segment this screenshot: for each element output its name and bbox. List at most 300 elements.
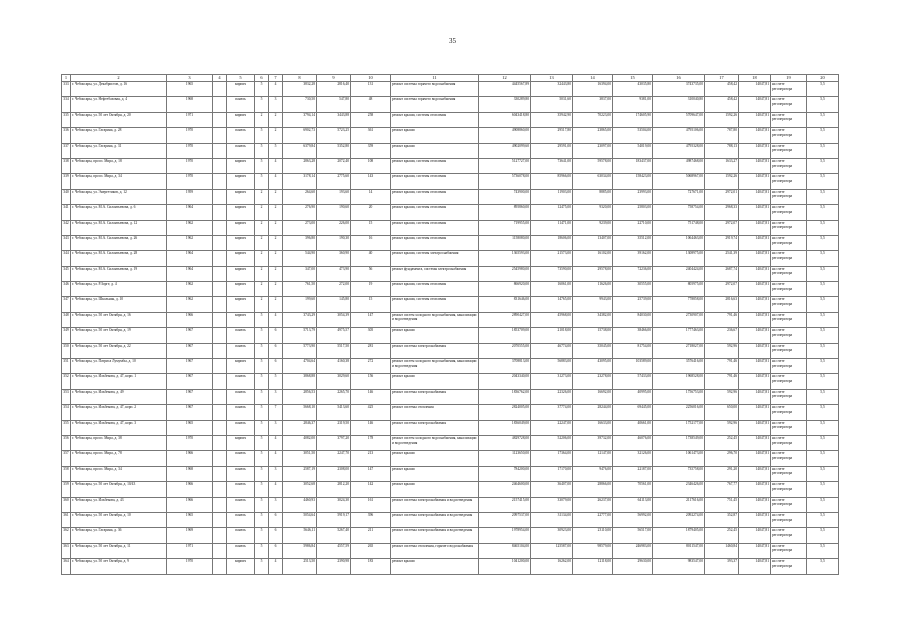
work-type-cell: ремонт крыши, системы отопления bbox=[391, 220, 479, 235]
year-cell: 1965 bbox=[167, 420, 213, 435]
cost-part-1-cell: 30923,00 bbox=[531, 528, 573, 543]
fund-source-cell: на счете регоператора bbox=[771, 158, 807, 173]
unit-cost-cell: 291,20 bbox=[705, 466, 739, 481]
row-index: 343 bbox=[62, 235, 71, 250]
residents-cell: 359 bbox=[351, 143, 391, 158]
empty-cell bbox=[213, 312, 227, 327]
work-type-cell: ремонт крыши bbox=[391, 451, 479, 466]
empty-cell bbox=[213, 451, 227, 466]
cost-part-4-cell: 1061473,00 bbox=[653, 451, 705, 466]
year-cell: 1966 bbox=[167, 451, 213, 466]
max-unit-cost-cell: 14047,81 bbox=[739, 528, 771, 543]
year-cell: 1968 bbox=[167, 466, 213, 481]
address-cell: г. Чебоксары, ул. Ильбекова, д. 43 bbox=[71, 497, 167, 512]
living-area-cell: 5267,40 bbox=[317, 528, 351, 543]
year-cell: 1970 bbox=[167, 128, 213, 143]
entrances-cell: 3 bbox=[269, 497, 283, 512]
column-number-cell: 11 bbox=[391, 75, 479, 82]
capital-repair-table bbox=[61, 74, 839, 575]
total-cost-cell: 784200,00 bbox=[479, 466, 531, 481]
cost-part-2-cell: 43095,00 bbox=[573, 359, 613, 374]
column-number-row bbox=[62, 75, 839, 82]
max-unit-cost-cell: 14047,81 bbox=[739, 128, 771, 143]
address-cell: г. Чебоксары, ул. Школьная, д. 10 bbox=[71, 297, 167, 312]
column-number-cell: 13 bbox=[531, 75, 573, 82]
cost-part-1-cell: 32443,80 bbox=[531, 82, 573, 97]
total-cost-cell: 1853709,00 bbox=[479, 328, 531, 343]
material-cell: панель bbox=[227, 482, 255, 497]
work-type-cell: ремонт системы электроснабжения и водоотведения bbox=[391, 528, 479, 543]
cost-part-3-cell: 246983,00 bbox=[613, 543, 653, 558]
cost-part-4-cell: 2730907,00 bbox=[653, 312, 705, 327]
column-number-cell: 18 bbox=[739, 75, 771, 82]
cost-part-1-cell: 52206,00 bbox=[531, 435, 573, 450]
fund-source-cell: на счете регоператора bbox=[771, 82, 807, 97]
residents-cell: 20 bbox=[351, 205, 391, 220]
address-cell: г. Чебоксары, ул. Гагарина, д. 31 bbox=[71, 143, 167, 158]
material-cell: кирпич bbox=[227, 435, 255, 450]
empty-cell bbox=[213, 82, 227, 97]
cost-part-2-cell: 16633,00 bbox=[573, 420, 613, 435]
cost-part-4-cell: 1752177,00 bbox=[653, 420, 705, 435]
max-unit-cost-cell: 14047,81 bbox=[739, 328, 771, 343]
cost-part-3-cell: 40995,00 bbox=[613, 389, 653, 404]
unit-cost-cell: 787,80 bbox=[705, 128, 739, 143]
cost-part-1-cell: 85966,00 bbox=[531, 174, 573, 189]
cost-part-3-cell: 64113,00 bbox=[613, 497, 653, 512]
empty-cell bbox=[213, 112, 227, 127]
work-type-cell: ремонт крыши bbox=[391, 128, 479, 143]
row-index: 344 bbox=[62, 251, 71, 266]
table-row bbox=[62, 282, 839, 297]
fund-source-cell: на счете регоператора bbox=[771, 251, 807, 266]
empty-cell bbox=[213, 405, 227, 420]
unit-cost-cell: 767,77 bbox=[705, 482, 739, 497]
cost-part-3-cell: 25803,00 bbox=[613, 205, 653, 220]
fund-source-cell: на счете регоператора bbox=[771, 297, 807, 312]
cost-part-3-cell: 22710,00 bbox=[613, 220, 653, 235]
year-of-work-cell: 5,5 bbox=[807, 559, 839, 574]
address-cell: г. Чебоксары, ул. 50 лет Октября, д. 20 bbox=[71, 112, 167, 127]
material-cell: панель bbox=[227, 405, 255, 420]
year-of-work-cell: 5,5 bbox=[807, 374, 839, 389]
address-cell: г. Чебоксары, ул. Ильбекова, д. 47, корп. 3 bbox=[71, 420, 167, 435]
residents-cell: 147 bbox=[351, 312, 391, 327]
residents-cell: 213 bbox=[351, 451, 391, 466]
max-unit-cost-cell: 14047,81 bbox=[739, 543, 771, 558]
residents-cell: 146 bbox=[351, 389, 391, 404]
fund-source-cell: на счете регоператора bbox=[771, 282, 807, 297]
entrances-cell: 3 bbox=[269, 389, 283, 404]
total-cost-cell: 5736078,00 bbox=[479, 174, 531, 189]
total-area-cell: 5713,79 bbox=[283, 328, 317, 343]
work-type-cell: ремонт крыши bbox=[391, 328, 479, 343]
floors-cell: 5 bbox=[255, 97, 269, 112]
floors-cell: 2 bbox=[255, 266, 269, 281]
empty-cell bbox=[213, 143, 227, 158]
work-type-cell: ремонт систем холодного водоснабжения, канализации и водоотведения bbox=[391, 312, 479, 327]
cost-part-3-cell: 84030,00 bbox=[613, 312, 653, 327]
empty-cell bbox=[213, 189, 227, 204]
row-index: 337 bbox=[62, 143, 71, 158]
cost-part-2-cell: 12147,00 bbox=[573, 451, 613, 466]
entrances-cell: 7 bbox=[269, 405, 283, 420]
living-area-cell: 190,30 bbox=[317, 235, 351, 250]
total-cost-cell: 2070555,00 bbox=[479, 343, 531, 358]
living-area-cell: 2775,60 bbox=[317, 174, 351, 189]
floors-cell: 5 bbox=[255, 158, 269, 173]
living-area-cell: 3443,88 bbox=[317, 112, 351, 127]
floors-cell: 2 bbox=[255, 205, 269, 220]
cost-part-4-cell: 2718027,00 bbox=[653, 343, 705, 358]
table-row bbox=[62, 559, 839, 574]
year-cell: 1962 bbox=[167, 297, 213, 312]
total-cost-cell: 4908860,00 bbox=[479, 128, 531, 143]
year-of-work-cell: 5,5 bbox=[807, 543, 839, 558]
residents-cell: 15 bbox=[351, 297, 391, 312]
total-area-cell: 396,80 bbox=[283, 235, 317, 250]
year-of-work-cell: 5,5 bbox=[807, 451, 839, 466]
material-cell: панель bbox=[227, 389, 255, 404]
material-cell: кирпич bbox=[227, 559, 255, 574]
column-number-cell: 8 bbox=[283, 75, 317, 82]
cost-part-4-cell: 2346426,00 bbox=[653, 482, 705, 497]
entrances-cell: 5 bbox=[269, 374, 283, 389]
row-index: 346 bbox=[62, 282, 71, 297]
column-number-cell: 3 bbox=[167, 75, 213, 82]
entrances-cell: 4 bbox=[269, 435, 283, 450]
max-unit-cost-cell: 14047,81 bbox=[739, 559, 771, 574]
year-of-work-cell: 5,5 bbox=[807, 405, 839, 420]
empty-cell bbox=[213, 251, 227, 266]
address-cell: г. Чебоксары, ул. 50 лет Октября, д. 19 bbox=[71, 328, 167, 343]
work-type-cell: ремонт систем холодного водоснабжения, канализации и водоотведения bbox=[391, 435, 479, 450]
unit-cost-cell: 393,37 bbox=[705, 559, 739, 574]
empty-cell bbox=[213, 389, 227, 404]
row-index: 355 bbox=[62, 420, 71, 435]
address-cell: г. Чебоксары, ул. Декабристов, д. 16 bbox=[71, 82, 167, 97]
cost-part-2-cell: 23110,00 bbox=[573, 528, 613, 543]
cost-part-3-cell: 38466,00 bbox=[613, 328, 653, 343]
cost-part-2-cell: 23097,00 bbox=[573, 143, 613, 158]
cost-part-1-cell: 11471,00 bbox=[531, 220, 573, 235]
row-index: 352 bbox=[62, 374, 71, 389]
living-area-cell: 2319,50 bbox=[317, 420, 351, 435]
cost-part-2-cell: 9476,00 bbox=[573, 466, 613, 481]
year-cell: 1962 bbox=[167, 282, 213, 297]
fund-source-cell: на счете регоператора bbox=[771, 497, 807, 512]
material-cell: кирпич bbox=[227, 282, 255, 297]
row-index: 341 bbox=[62, 205, 71, 220]
row-index: 342 bbox=[62, 220, 71, 235]
row-index: 340 bbox=[62, 189, 71, 204]
cost-part-2-cell: 59578,00 bbox=[573, 158, 613, 173]
cost-part-4-cell: 5709647,00 bbox=[653, 112, 705, 127]
material-cell: панель bbox=[227, 543, 255, 558]
work-type-cell: ремонт системы горячего водоснабжения bbox=[391, 97, 479, 112]
total-area-cell: 2856,53 bbox=[283, 389, 317, 404]
address-cell: г. Чебоксары, просп. Мира, д. 38 bbox=[71, 435, 167, 450]
total-cost-cell: 1158080,00 bbox=[479, 235, 531, 250]
table-row bbox=[62, 251, 839, 266]
empty-cell bbox=[213, 559, 227, 574]
table-row bbox=[62, 466, 839, 481]
cost-part-3-cell: 56992,00 bbox=[613, 512, 653, 527]
max-unit-cost-cell: 14047,81 bbox=[739, 220, 771, 235]
cost-part-2-cell: 16394,00 bbox=[573, 82, 613, 97]
address-cell: г. Чебоксары, ул. Патриса Лумумбы, д. 10 bbox=[71, 359, 167, 374]
table-row bbox=[62, 482, 839, 497]
address-cell: г. Чебоксары, ул. Гагарина, д. 28 bbox=[71, 128, 167, 143]
living-area-cell: 5919,17 bbox=[317, 512, 351, 527]
table-body bbox=[62, 75, 839, 575]
entrances-cell: 3 bbox=[269, 420, 283, 435]
total-cost-cell: 8465104,00 bbox=[479, 543, 531, 558]
material-cell: кирпич bbox=[227, 174, 255, 189]
year-cell: 1959 bbox=[167, 189, 213, 204]
year-cell: 1968 bbox=[167, 97, 213, 112]
unit-cost-cell: 252,45 bbox=[705, 435, 739, 450]
year-cell: 1966 bbox=[167, 312, 213, 327]
cost-part-4-cell: 8011547,00 bbox=[653, 543, 705, 558]
floors-cell: 2 bbox=[255, 235, 269, 250]
fund-source-cell: на счете регоператора bbox=[771, 435, 807, 450]
fund-source-cell: на счете регоператора bbox=[771, 128, 807, 143]
unit-cost-cell: 791,46 bbox=[705, 374, 739, 389]
column-number-cell: 16 bbox=[653, 75, 705, 82]
work-type-cell: ремонт системы отопления, горячего водоснабжения bbox=[391, 543, 479, 558]
cost-part-3-cell: 35512,00 bbox=[613, 235, 653, 250]
cost-part-3-cell: 72236,00 bbox=[613, 266, 653, 281]
total-cost-cell: 2890427,00 bbox=[479, 312, 531, 327]
cost-part-4-cell: 4987468,00 bbox=[653, 158, 705, 173]
floors-cell: 2 bbox=[255, 282, 269, 297]
year-of-work-cell: 5,5 bbox=[807, 205, 839, 220]
address-cell: г. Чебоксары, просп. Мира, д. 34 bbox=[71, 466, 167, 481]
total-area-cell: 4704,64 bbox=[283, 359, 317, 374]
year-cell: 1965 bbox=[167, 512, 213, 527]
cost-part-3-cell: 40661,00 bbox=[613, 420, 653, 435]
year-cell: 1970 bbox=[167, 158, 213, 173]
fund-source-cell: на счете регоператора bbox=[771, 112, 807, 127]
cost-part-1-cell: 46774,00 bbox=[531, 343, 573, 358]
year-cell: 1967 bbox=[167, 343, 213, 358]
table-row bbox=[62, 235, 839, 250]
year-cell: 1964 bbox=[167, 266, 213, 281]
fund-source-cell: на счете регоператора bbox=[771, 220, 807, 235]
entrances-cell: 2 bbox=[269, 297, 283, 312]
max-unit-cost-cell: 14047,81 bbox=[739, 482, 771, 497]
row-index: 363 bbox=[62, 543, 71, 558]
fund-source-cell: на счете регоператора bbox=[771, 174, 807, 189]
cost-part-1-cell: 73641,00 bbox=[531, 158, 573, 173]
max-unit-cost-cell: 14047,81 bbox=[739, 297, 771, 312]
cost-part-3-cell: 158423,00 bbox=[613, 174, 653, 189]
floors-cell: 5 bbox=[255, 359, 269, 374]
total-area-cell: 2846,37 bbox=[283, 420, 317, 435]
empty-cell bbox=[213, 328, 227, 343]
entrances-cell: 4 bbox=[269, 559, 283, 574]
material-cell: кирпич bbox=[227, 297, 255, 312]
unit-cost-cell: 2972,07 bbox=[705, 220, 739, 235]
floors-cell: 5 bbox=[255, 512, 269, 527]
row-index: 333 bbox=[62, 82, 71, 97]
year-of-work-cell: 5,5 bbox=[807, 189, 839, 204]
year-cell: 1964 bbox=[167, 251, 213, 266]
cost-part-2-cell: 15738,00 bbox=[573, 328, 613, 343]
fund-source-cell: на счете регоператора bbox=[771, 205, 807, 220]
floors-cell: 5 bbox=[255, 435, 269, 450]
work-type-cell: ремонт системы электроснабжения bbox=[391, 389, 479, 404]
cost-part-4-cell: 4795328,00 bbox=[653, 143, 705, 158]
residents-cell: 425 bbox=[351, 405, 391, 420]
address-cell: г. Чебоксары, ул. Ильбекова, д. 49 bbox=[71, 389, 167, 404]
total-area-cell: 3832,28 bbox=[283, 82, 317, 97]
table-row bbox=[62, 174, 839, 189]
year-of-work-cell: 5,5 bbox=[807, 158, 839, 173]
floors-cell: 5 bbox=[255, 482, 269, 497]
year-cell: 1970 bbox=[167, 143, 213, 158]
residents-cell: 15 bbox=[351, 220, 391, 235]
row-index: 336 bbox=[62, 128, 71, 143]
year-of-work-cell: 5,5 bbox=[807, 220, 839, 235]
total-cost-cell: 2157415,00 bbox=[479, 497, 531, 512]
cost-part-1-cell: 21573,00 bbox=[531, 251, 573, 266]
cost-part-4-cell: 983547,00 bbox=[653, 559, 705, 574]
cost-part-1-cell: 35942,90 bbox=[531, 112, 573, 127]
cost-part-4-cell: 1308975,00 bbox=[653, 251, 705, 266]
fund-source-cell: на счете регоператора bbox=[771, 451, 807, 466]
cost-part-4-cell: 5068967,00 bbox=[653, 174, 705, 189]
address-cell: г. Чебоксары, ул. М.А. Силантьевова, д. 26 bbox=[71, 235, 167, 250]
row-index: 358 bbox=[62, 466, 71, 481]
row-index: 357 bbox=[62, 451, 71, 466]
address-cell: г. Чебоксары, ул. Энергетиков, д. 12 bbox=[71, 189, 167, 204]
year-of-work-cell: 5,5 bbox=[807, 528, 839, 543]
cost-part-3-cell: 9381,00 bbox=[613, 97, 653, 112]
year-cell: 1967 bbox=[167, 359, 213, 374]
cost-part-1-cell: 36407,00 bbox=[531, 482, 573, 497]
cost-part-3-cell: 174605,90 bbox=[613, 112, 653, 127]
row-index: 353 bbox=[62, 389, 71, 404]
unit-cost-cell: 458,42 bbox=[705, 97, 739, 112]
unit-cost-cell: 592,96 bbox=[705, 389, 739, 404]
floors-cell: 5 bbox=[255, 466, 269, 481]
unit-cost-cell: 296,70 bbox=[705, 451, 739, 466]
fund-source-cell: на счете регоператора bbox=[771, 466, 807, 481]
max-unit-cost-cell: 14047,81 bbox=[739, 435, 771, 450]
column-number-cell: 9 bbox=[317, 75, 351, 82]
fund-source-cell: на счете регоператора bbox=[771, 389, 807, 404]
living-area-cell: 5352,80 bbox=[317, 143, 351, 158]
floors-cell: 2 bbox=[255, 189, 269, 204]
row-index: 356 bbox=[62, 435, 71, 450]
total-area-cell: 2513,50 bbox=[283, 559, 317, 574]
cost-part-2-cell: 16692,00 bbox=[573, 389, 613, 404]
living-area-cell: 2072,40 bbox=[317, 158, 351, 173]
max-unit-cost-cell: 14047,81 bbox=[739, 512, 771, 527]
cost-part-4-cell: 1879405,00 bbox=[653, 528, 705, 543]
cost-part-4-cell: 778858,00 bbox=[653, 297, 705, 312]
empty-cell bbox=[213, 282, 227, 297]
cost-part-1-cell: 21018,00 bbox=[531, 328, 573, 343]
max-unit-cost-cell: 14047,81 bbox=[739, 97, 771, 112]
living-area-cell: 3797,20 bbox=[317, 435, 351, 450]
living-area-cell: 3024,30 bbox=[317, 497, 351, 512]
year-of-work-cell: 5,5 bbox=[807, 297, 839, 312]
living-area-cell: 4557,59 bbox=[317, 543, 351, 558]
work-type-cell: ремонт системы электроснабжения bbox=[391, 420, 479, 435]
cost-part-1-cell: 16061,00 bbox=[531, 282, 573, 297]
floors-cell: 5 bbox=[255, 143, 269, 158]
cost-part-2-cell: 11626,00 bbox=[573, 282, 613, 297]
cost-part-2-cell: 98579,00 bbox=[573, 543, 613, 558]
work-type-cell: ремонт системы электроснабжения и водоотведения bbox=[391, 512, 479, 527]
floors-cell: 5 bbox=[255, 497, 269, 512]
row-index: 364 bbox=[62, 559, 71, 574]
total-area-cell: 544,90 bbox=[283, 251, 317, 266]
living-area-cell: 4160,38 bbox=[317, 359, 351, 374]
cost-part-1-cell: 5031,60 bbox=[531, 97, 573, 112]
floors-cell: 5 bbox=[255, 328, 269, 343]
total-area-cell: 276,90 bbox=[283, 205, 317, 220]
year-of-work-cell: 5,5 bbox=[807, 282, 839, 297]
residents-cell: 272 bbox=[351, 359, 391, 374]
cost-part-2-cell: 22777,00 bbox=[573, 512, 613, 527]
unit-cost-cell: 592,96 bbox=[705, 420, 739, 435]
work-type-cell: ремонт крыши, системы электроснабжения bbox=[391, 251, 479, 266]
empty-cell bbox=[213, 97, 227, 112]
empty-cell bbox=[213, 420, 227, 435]
work-type-cell: ремонт крыши, системы отопления bbox=[391, 112, 479, 127]
address-cell: г. Чебоксары, ул. М.А. Силантьевова, д. 6 bbox=[71, 205, 167, 220]
total-area-cell: 264,60 bbox=[283, 189, 317, 204]
unit-cost-cell: 592,96 bbox=[705, 343, 739, 358]
work-type-cell: ремонт крыши, системы отопления bbox=[391, 235, 479, 250]
year-of-work-cell: 5,5 bbox=[807, 420, 839, 435]
entrances-cell: 4 bbox=[269, 312, 283, 327]
column-number-cell: 19 bbox=[771, 75, 807, 82]
year-cell: 1969 bbox=[167, 528, 213, 543]
max-unit-cost-cell: 14047,81 bbox=[739, 251, 771, 266]
table-row bbox=[62, 82, 839, 97]
residents-cell: 265 bbox=[351, 543, 391, 558]
cost-part-1-cell: 11903,00 bbox=[531, 189, 573, 204]
year-cell: 1971 bbox=[167, 112, 213, 127]
fund-source-cell: на счете регоператора bbox=[771, 543, 807, 558]
fund-source-cell: на счете регоператора bbox=[771, 405, 807, 420]
living-area-cell: 4975,57 bbox=[317, 328, 351, 343]
row-index: 354 bbox=[62, 405, 71, 420]
year-of-work-cell: 5,5 bbox=[807, 235, 839, 250]
total-cost-cell: 743900,00 bbox=[479, 189, 531, 204]
entrances-cell: 2 bbox=[269, 235, 283, 250]
empty-cell bbox=[213, 528, 227, 543]
work-type-cell: ремонт крыши, системы отопления bbox=[391, 174, 479, 189]
fund-source-cell: на счете регоператора bbox=[771, 189, 807, 204]
cost-part-1-cell: 29591,00 bbox=[531, 143, 573, 158]
floors-cell: 2 bbox=[255, 112, 269, 127]
unit-cost-cell: 352,87 bbox=[705, 512, 739, 527]
table-row bbox=[62, 220, 839, 235]
residents-cell: 108 bbox=[351, 158, 391, 173]
cost-part-2-cell: 9943,00 bbox=[573, 297, 613, 312]
year-of-work-cell: 5,5 bbox=[807, 482, 839, 497]
row-index: 334 bbox=[62, 97, 71, 112]
living-area-cell: 547,80 bbox=[317, 97, 351, 112]
cost-part-1-cell: 18606,00 bbox=[531, 235, 573, 250]
table-row bbox=[62, 451, 839, 466]
